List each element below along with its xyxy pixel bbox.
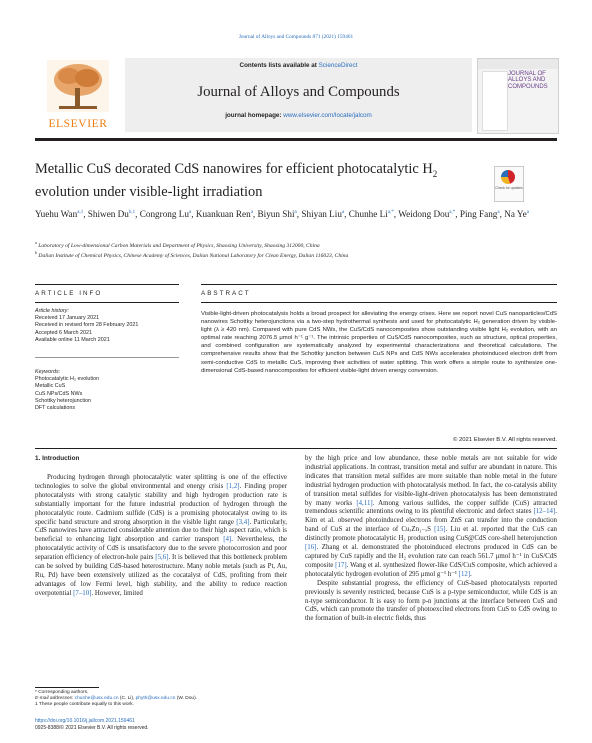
bottom-lines: [35, 718, 335, 732]
citation-link[interactable]: [12–14]: [533, 508, 556, 516]
equal-contribution-note: 1 These people contribute equally to this work.: [35, 702, 134, 707]
abstract-heading: ABSTRACT: [201, 290, 251, 297]
affiliation-a: $^a$ Laboratory of Low-dimensional Carbon Materials and Department of Physics, Shaoxing University, Shaoxing 312000, China: [35, 240, 320, 249]
author[interactable]: Congrong Lu$^a$: [139, 209, 192, 220]
email-note: E-mail addresses: chunhe@usx.edu.cn (C. Li), phyth@usx.edu.cn (W. Dou).: [35, 696, 198, 701]
citation-link[interactable]: [12]: [458, 570, 471, 578]
journal-name[interactable]: Journal of Alloys and Compounds: [197, 84, 400, 100]
abstract-text: Visible-light-driven photocatalysis holds a broad prospect for alleviating the energy crises. Here we report novel CuS nanoparticles/CdS nanowires Schottky heterojunctions via a two-step hydrothermal synthesis and used for photocatalytic H₂ generation driven by visible-light (λ ≥ 420 nm). Compared with pure CdS NWs, the CuS/CdS nanocomposites show outstanding visible light H₂ evolution, with an optimal rate reaching 2076.5 μmol h⁻¹ g⁻¹. The intrinsic properties of CuS/CdS nanocomposites, such as structure, optical properties, and combined configuration are systematically analyzed by experimental characterizations and theoretical calculations. The comprehensive results show that the Schottky junction between CuS NPs and CdS NWs accelerates photoinduced electron drift from semi-conductive CdS to metallic CuS, improving their activities of water splitting. This work offers a simple route to synthesize one-dimensional CdS-based nanocomposites for efficient visible-light driven energy conversion.: [201, 311, 557, 374]
citation-link[interactable]: [15]: [434, 526, 446, 534]
keyword[interactable]: CuS NPs/CdS NWs: [35, 390, 83, 397]
check-for-updates-badge[interactable]: [494, 166, 524, 202]
email-link[interactable]: chunhe@usx.edu.cn: [74, 696, 119, 701]
abstract-top-rule: [201, 284, 557, 285]
doi-link[interactable]: https://doi.org/10.1016/j.jallcom.2021.159461: [35, 718, 135, 724]
crossmark-icon: [501, 170, 515, 184]
keyword[interactable]: Metallic CuS: [35, 383, 66, 390]
citation-link[interactable]: [17]: [335, 561, 347, 569]
intro-right-column: [305, 455, 557, 624]
citation-link[interactable]: [4,11]: [356, 499, 373, 507]
corresponding-note: * Corresponding authors.: [35, 690, 89, 695]
publisher-name: ELSEVIER: [48, 118, 108, 130]
footnotes: [35, 690, 295, 708]
article-title: Metallic CuS decorated CdS nanowires for efficient photocatalytic $H_2$ evolution under visible-light irradiation: [35, 161, 438, 200]
keyword[interactable]: Photocatalytic H₂ evolution: [35, 376, 100, 383]
cover-title: JOURNAL OF ALLOYS AND COMPOUNDS: [508, 71, 548, 90]
author-list: Yuehu Wan$^{a,1}$, Shiwen Du$^{b,1}$, Congrong Lu$^a$, Kuankuan Ren$^a$, Biyun Shi$^a$, Shiyan Liu$^a$, Chunhe $Li^{a,*}$, Weidong Dou$^{a,*}$, Ping Fang$^a$, Na Ye$^a$: [35, 209, 529, 220]
cover-art: [482, 71, 508, 131]
footnote-rule: [35, 687, 99, 688]
affiliation-b: $^b$ Dalian Institute of Chemical Physics, Chinese Academy of Sciences, Dalian National Laboratory for Clean Energy, Dalian 116023, China: [35, 250, 349, 259]
author[interactable]: Ping Fang$^a$: [459, 209, 500, 220]
citation-link[interactable]: [7–10]: [73, 589, 92, 597]
intro-left-column: [35, 474, 287, 599]
abstract-copyright: © 2021 Elsevier B.V. All rights reserved.: [453, 437, 557, 443]
sciencedirect-link[interactable]: ScienceDirect: [318, 62, 358, 69]
contents-line: Contents lists available at ScienceDirect: [239, 62, 358, 69]
abstract-bottom-rule: [35, 448, 557, 449]
elsevier-tree-icon: [47, 60, 109, 112]
citation-link[interactable]: [4]: [223, 536, 232, 544]
author[interactable]: Chunhe $Li^{a,*}$: [348, 209, 394, 220]
accepted-date: Accepted 6 March 2021: [35, 329, 92, 336]
article-info-heading: ARTICLE INFO: [35, 290, 103, 297]
cover-strip: [478, 59, 558, 69]
introduction-heading: 1. Introduction: [35, 455, 80, 462]
keyword[interactable]: DFT calculations: [35, 405, 76, 412]
abstract-heading-rule: [201, 302, 557, 303]
keywords: Keywords: Photocatalytic H₂ evolution Metallic CuS CuS NPs/CdS NWs Schottky heterojunction DFT calculations: [35, 369, 163, 412]
journal-homepage-link[interactable]: www.elsevier.com/locate/jalcom: [283, 112, 372, 119]
email-link[interactable]: phyth@usx.edu.cn: [135, 696, 176, 701]
intro-paragraph: by the high price and low abundance, these noble metals are not suitable for wide industrial applications. In contrast, transition metal and sulfur are abundant in nature. This indicates that transition metal sulfides are more suitable than noble metal in the future industrial hydrogen production with photocatalysis method. In fact, the co-catalysis ability of transition metal sulfides for visible-light-driven photocatalysis has been demonstrated by many works [4,11]. Among various sulfides, the copper sulfide (CuS) attracted tremendous scientific attentions owing to its plentiful electronic and defect states [12–14]. Kim et al. observed photoinduced electrons from ZnS can transfer into the conduction band of CuS at the interface of CuₓZn₁₋ₓS [15]. Liu et al. reported that the CuS can distinctly promote photocatalytic H₂ production using CuS@CdS core-shell heterojunction [16]. Zhang et al. demonstrated the photoinduced electrons produced in CdS can be captured by CuS rapidly and the H₂ evolution rate can reach 561.7 μmol h⁻¹ in CuS/CdS composite [17]. Wang et al. synthesized flower-like CdS/CuS composite, which achieved a photocatalytic hydrogen evolution of 295 μmol g⁻¹ h⁻¹ [12].: [305, 455, 557, 578]
author[interactable]: Biyun Shi$^a$: [257, 209, 297, 220]
issn-line: 0925-8388/© 2021 Elsevier B.V. All rights reserved.: [35, 725, 149, 732]
author[interactable]: Yuehu Wan$^{a,1}$: [35, 209, 84, 220]
journal-cover[interactable]: [477, 58, 559, 134]
running-head[interactable]: Journal of Alloys and Compounds 871 (2021) 159461: [238, 34, 354, 40]
author[interactable]: Kuankuan Ren$^a$: [195, 209, 253, 220]
author[interactable]: Weidong Dou$^{a,*}$: [398, 209, 456, 220]
info-top-rule: [35, 284, 179, 285]
keyword[interactable]: Schottky heterojunction: [35, 397, 92, 404]
intro-paragraph: Producing hydrogen through photocatalytic water splitting is one of the effective technologies to solve the global environmental and energy crisis [1,2]. Finding proper photocatalysts with strong catalytic stability and high hydrogen production rate is substantially important for the future industrial production of hydrogen through the photocatalytic route. Cadmium sulfide (CdS) is a promising photocatalyst owing to its specific band structure and strong absorption in the visible light range [3,4]. Particularly, CdS nanowires have attracted considerable attention due to their high aspect ratio, which is beneficial to enhancing light absorption and carrier transport [4]. Nevertheless, the photocatalytic activity of CdS is unsatisfactory due to the severe photocorrosion and poor separation efficiency of electron-hole pairs [5,6]. It is believed that this bottleneck problem can be solved by building CdS-based heterostructure. Many noble metals (such as Pt, Au, Ru, Pd) have been extensively utilized as the cocatalyst of CdS, profiting from their advantages of low Fermi level, high stability, and the ability to reduce reaction overpotential [7–10]. However, limited: [35, 474, 287, 597]
revised-date: Received in revised form 28 February 2021: [35, 322, 139, 329]
online-date: Available online 11 March 2021: [35, 336, 110, 343]
info-divider: [35, 357, 179, 358]
info-heading-rule: [35, 302, 179, 303]
citation-link[interactable]: [1,2]: [226, 482, 240, 490]
journal-title-box: [125, 58, 472, 132]
banner-rule: [35, 138, 557, 141]
homepage-line: journal homepage: www.elsevier.com/locate/jalcom: [225, 112, 372, 119]
citation-link[interactable]: [3,4]: [236, 518, 250, 526]
article-history: Article history: Received 17 January 2021 Received in revised form 28 February 2021 Accepted 6 March 2021 Available online 11 March 2021: [35, 308, 163, 344]
intro-paragraph: Despite substantial progress, the efficiency of CuS-based photocatalysts reported previously is severely restricted, because CuS is a p-type semiconductor, while CdS is an n-type semiconductor. It is easy to form p-n junctions at the interface between CuS and CdS, which can promote the transfer of photoexcited electrons from CuS to CdS owing to the formation of built-in electric fields, thus: [305, 579, 557, 623]
citation-link[interactable]: [16]: [305, 544, 317, 552]
received-date: Received 17 January 2021: [35, 315, 100, 322]
author[interactable]: Shiyan Liu$^a$: [301, 209, 345, 220]
elsevier-logo[interactable]: [35, 58, 121, 132]
citation-link[interactable]: [5,6]: [155, 554, 169, 562]
author[interactable]: Shiwen Du$^{b,1}$: [87, 209, 136, 220]
journal-banner: [35, 58, 557, 132]
crossmark-label: Check for updates: [495, 186, 523, 190]
author[interactable]: Na Ye$^a$: [504, 209, 529, 220]
